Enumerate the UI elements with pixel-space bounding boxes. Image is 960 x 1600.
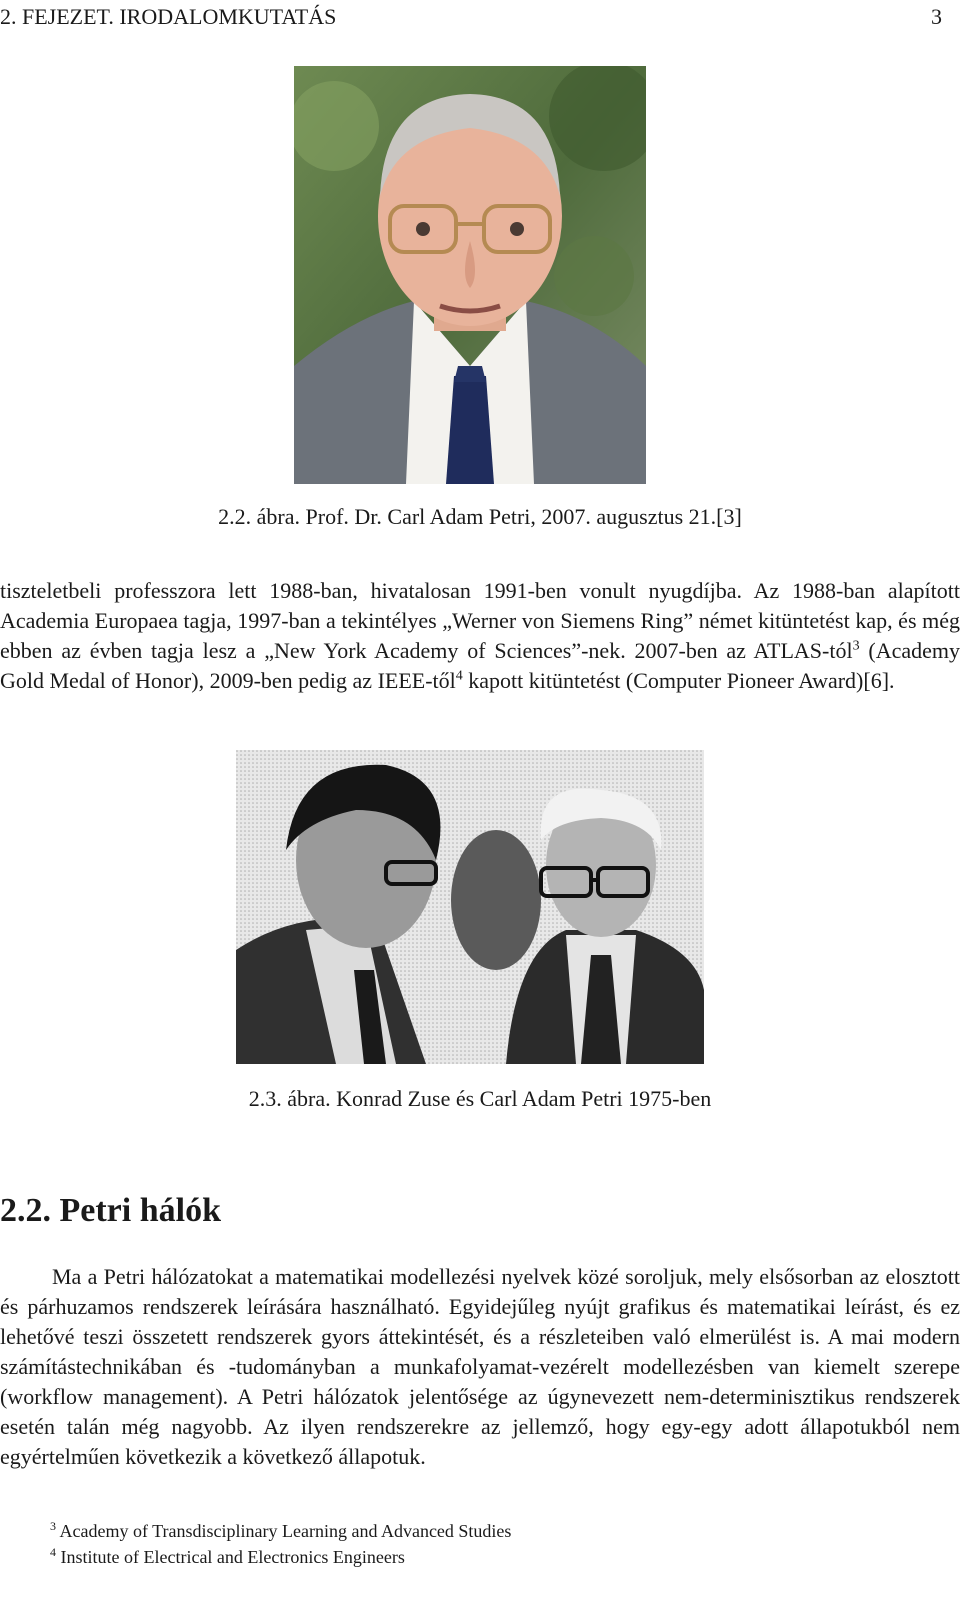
footnotes [0, 1518, 960, 1570]
paragraph-1: tiszteletbeli professzora lett 1988-ban, hivatalosan 1991-ben vonult nyugdíjba. Az 1988-ban alapított Academia Europaea tagja, 1997-ban a tekintélyes „Werner von Siemens Ring” német kitüntetést kap, és még ebben az évben tagja lesz a „New York Academy of Sciences”-nek. 2007-ben az ATLAS-tól$^3$ (Academy Gold Medal of Honor), 2009-ben pedig az IEEE-től$^4$ kapott kitüntetést (Computer Pioneer Award)[6]. [0, 578, 960, 693]
figure-caption-2: 2.3. ábra. Konrad Zuse és Carl Adam Petri 1975-ben [248, 1086, 712, 1111]
footnote-mark-4[interactable]: 4 [455, 668, 463, 684]
chapter-title: 2. FEJEZET. IRODALOMKUTATÁS [0, 4, 337, 29]
portrait-photo [294, 66, 646, 484]
section-heading: 2.2. Petri hálók [0, 1192, 221, 1229]
page-number: 3 [931, 4, 942, 29]
paragraph-2: Ma a Petri hálózatokat a matematikai modellezési nyelvek közé soroljuk, mely elsősorban az elosztott és párhuzamos rendszerek leírására használható. Egyidejűleg nyújt grafikus és matematikai leírást, és ez lehetővé teszi összetett rendszerek gyors áttekintését, és a részleteiben való elmerülést is. A mai modern számítástechnikában és -tudományban a munkafolyamat-vezérelt modellezésben van kiemelt szerepe (workflow management). A Petri hálózatok jelentősége az úgynevezett nem-determinisztikus rendszerek esetén talán még nagyobb. Az ilyen rendszerekre az jellemző, hogy egy-egy adott állapotukból nem egyértelműen következik a következő állapotuk. [0, 1264, 960, 1469]
footnote-4: $^4$ Institute of Electrical and Electronics Engineers [50, 1545, 405, 1567]
footnote-mark-3[interactable]: 3 [852, 638, 860, 654]
historic-photo [236, 750, 704, 1064]
footnote-3: $^3$ Academy of Transdisciplinary Learning and Advanced Studies [50, 1519, 512, 1541]
figure-caption-1: 2.2. ábra. Prof. Dr. Carl Adam Petri, 2007. augusztus 21.[3] [218, 504, 742, 529]
page-header [0, 4, 942, 30]
